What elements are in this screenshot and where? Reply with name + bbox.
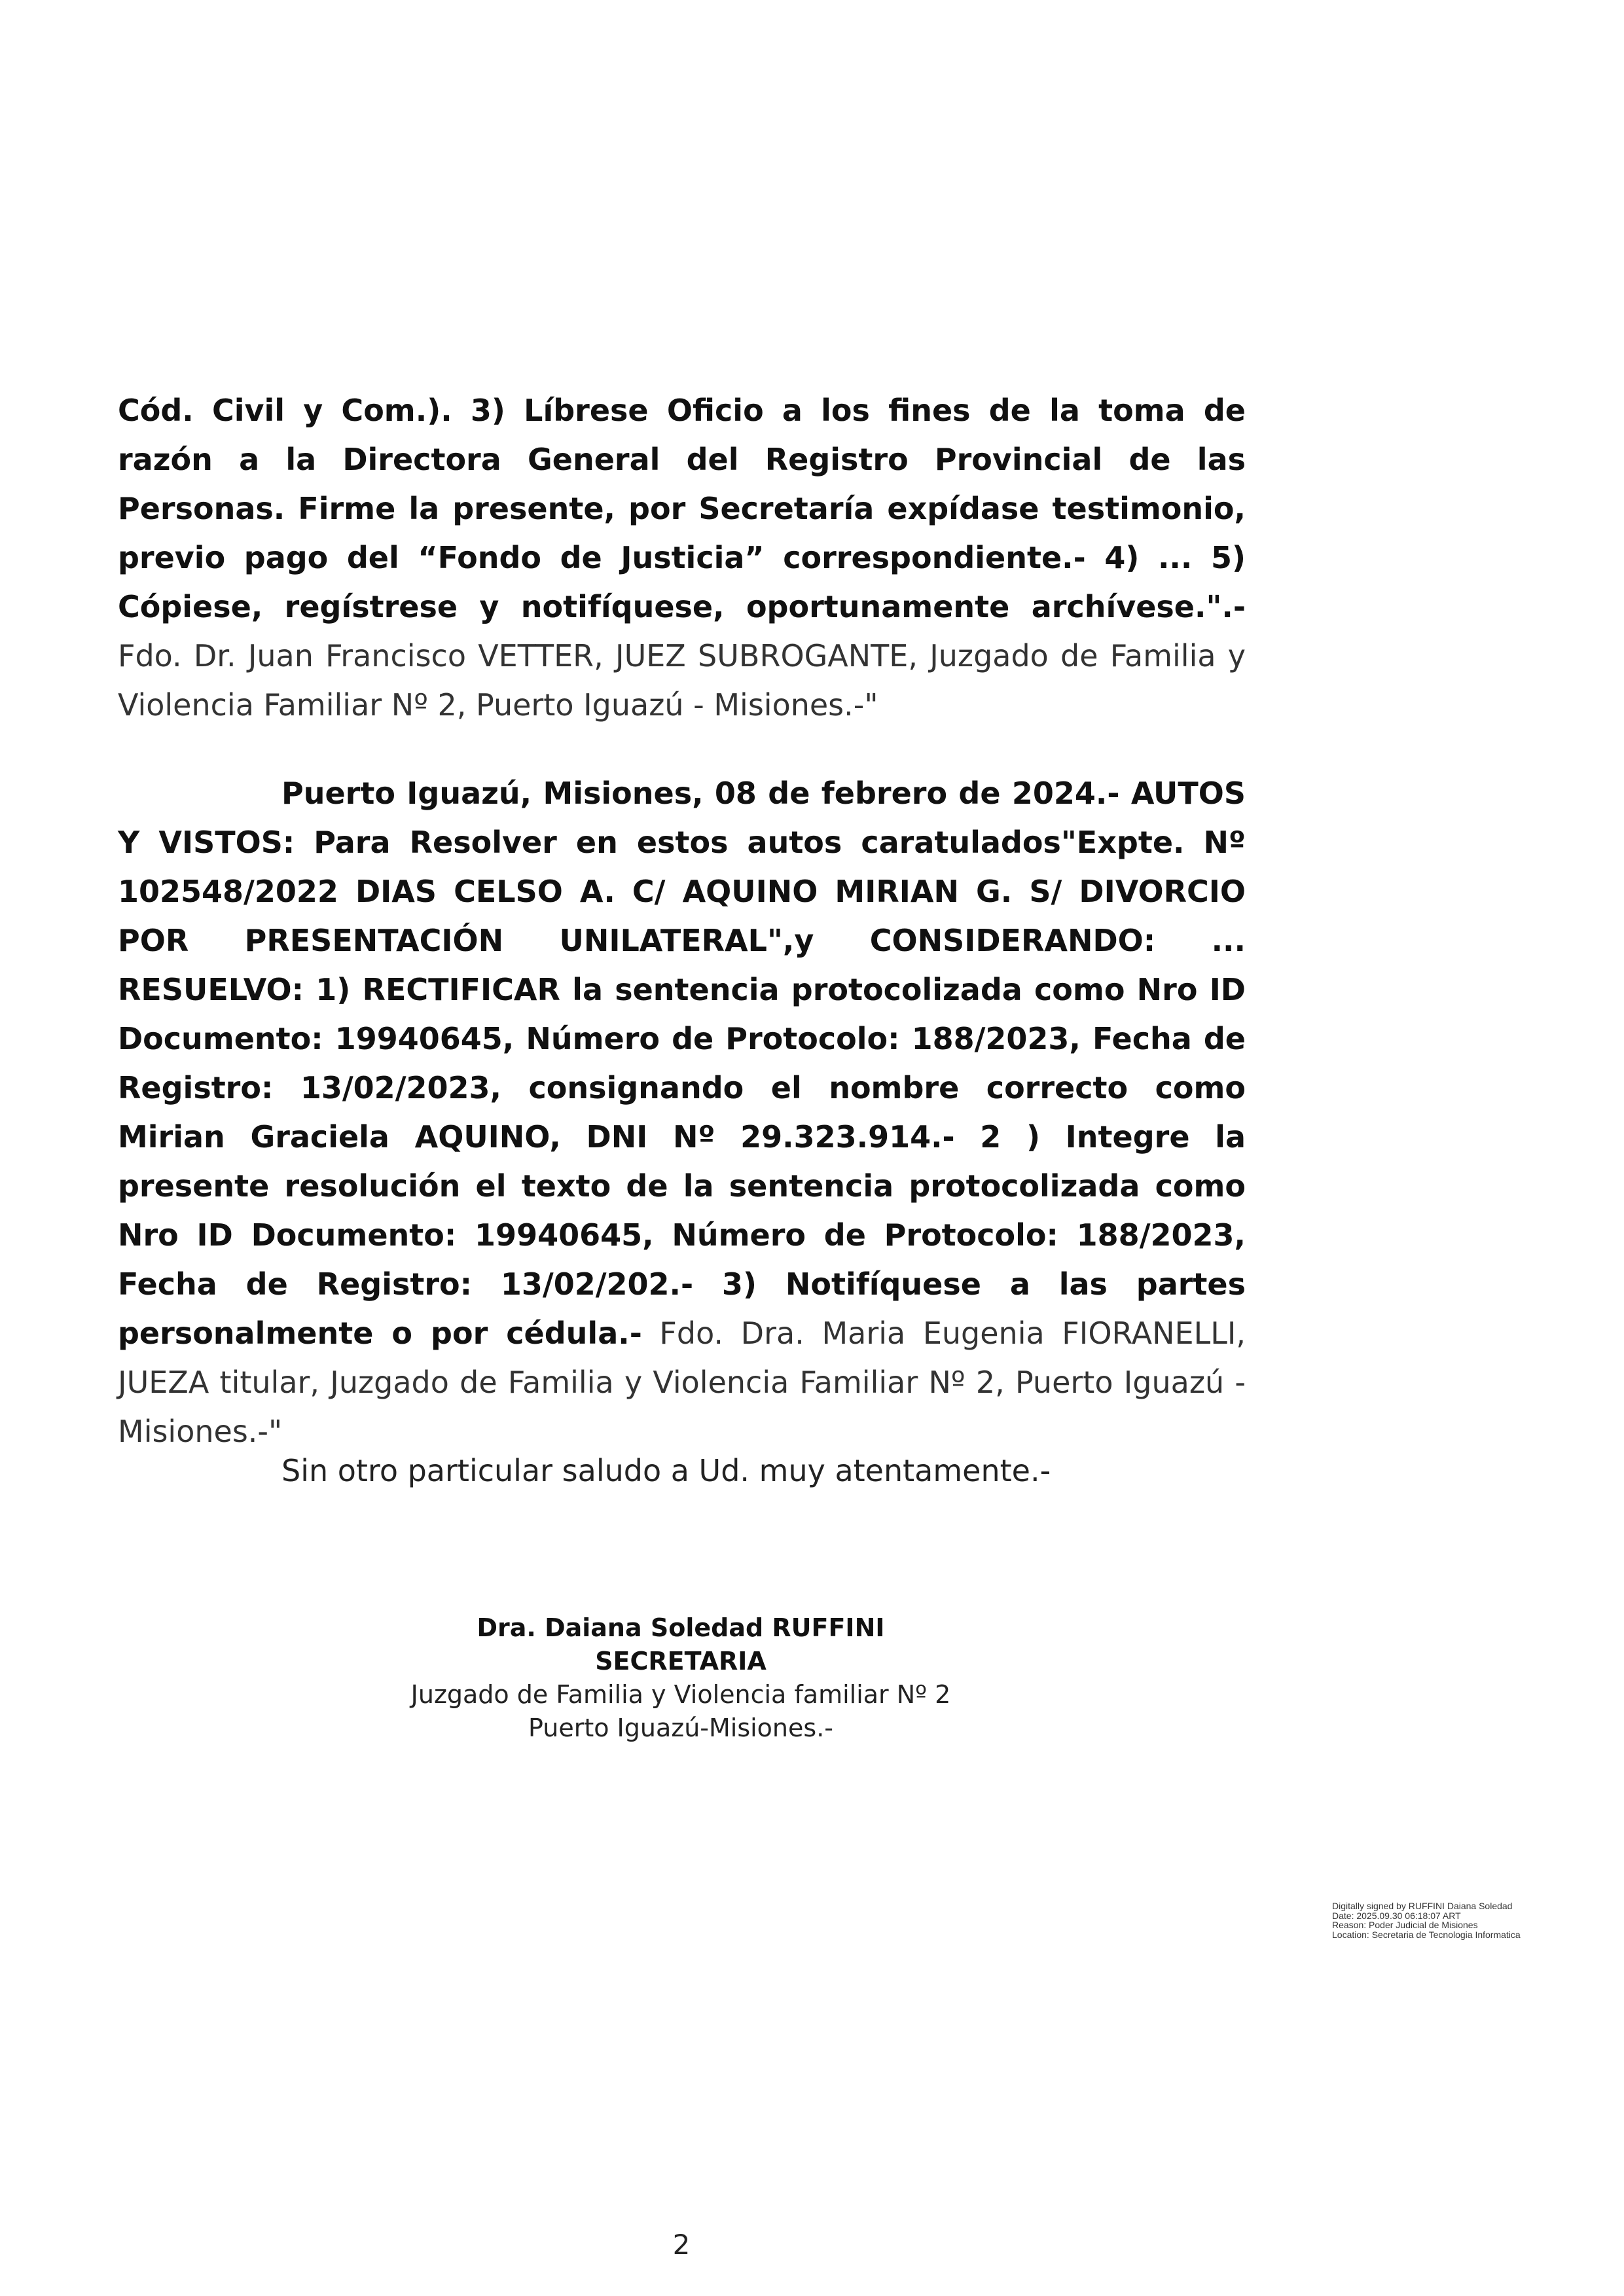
digital-signature-reason: Reason: Poder Judicial de Misiones (1332, 1920, 1478, 1930)
digital-signature-location: Location: Secretaria de Tecnologia Informatica (1332, 1929, 1521, 1940)
page-number: 2 (672, 2229, 691, 2261)
signature-block (353, 1611, 1008, 1745)
paragraph-signed-by-text: Fdo. Dra. Maria Eugenia FIORANELLI, JUEZA titular, Juzgado de Familia y Violencia Familiar Nº 2, Puerto Iguazú - Misiones.-" (118, 1316, 1246, 1449)
closing-salutation: Sin otro particular saludo a Ud. muy atentamente.- (281, 1453, 1051, 1488)
paragraph-resolution-tail (118, 386, 1246, 730)
paragraph-signed-by-text: Fdo. Dr. Juan Francisco VETTER, JUEZ SUBROGANTE, Juzgado de Familia y Violencia Familiar Nº 2, Puerto Iguazú - Misiones.-" (118, 638, 1246, 723)
digital-signature-signed-by: Digitally signed by RUFFINI Daiana Soledad (1332, 1901, 1513, 1911)
signer-name: Dra. Daiana Soledad RUFFINI (477, 1613, 885, 1642)
paragraph-bold-text: Puerto Iguazú, Misiones, 08 de febrero de 2024.- AUTOS Y VISTOS: Para Resolver en estos autos caratulados"Expte. Nº 102548/2022 DIAS CELSO A. C/ AQUINO MIRIAN G. S/ DIVORCIO POR PRESENTACIÓN UNILATERAL",y CONSIDERANDO: ... RESUELVO: 1) RECTIFICAR la sentencia protocolizada como Nro ID Documento: 19940645, Número de Protocolo: 188/2023, Fecha de Registro: 13/02/2023, consignando el nombre correcto como Mirian Graciela AQUINO, DNI Nº 29.323.914.- 2 ) Integre la presente resolución el texto de la sentencia protocolizada como Nro ID Documento: 19940645, Número de Protocolo: 188/2023, Fecha de Registro: 13/02/202.- 3) Notifíquese a las partes personalmente o por cédula.- (118, 776, 1246, 1351)
digital-signature-stamp (1332, 1901, 1528, 1939)
signer-court: Juzgado de Familia y Violencia familiar Nº 2 (410, 1680, 951, 1709)
paragraph-rectification-ruling (118, 769, 1246, 1456)
signer-location: Puerto Iguazú-Misiones.- (528, 1713, 833, 1742)
digital-signature-date: Date: 2025.09.30 06:18:07 ART (1332, 1910, 1461, 1921)
signer-title: SECRETARIA (595, 1647, 767, 1676)
paragraph-bold-text: Cód. Civil y Com.). 3) Líbrese Oficio a los fines de la toma de razón a la Directora General del Registro Provincial de las Personas. Firme la presente, por Secretaría expídase testimonio, previo pago del “Fondo de Justicia” correspondiente.- 4) ... 5) Cópiese, regístrese y notifíquese, oportunamente archívese.".- (118, 393, 1246, 624)
